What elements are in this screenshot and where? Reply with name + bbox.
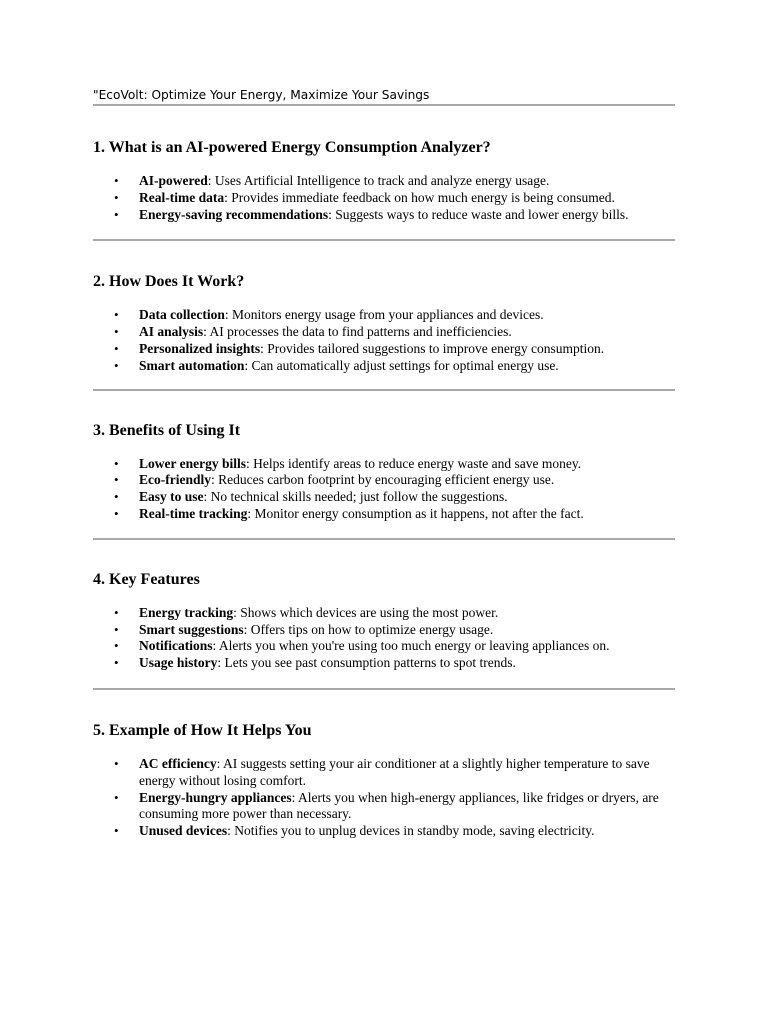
item-term: Data collection <box>139 307 225 323</box>
item-text: : AI suggests setting your air conditioner at a slightly higher temperature to save energy without losing comfort. <box>139 755 650 788</box>
item-term: Lower energy bills <box>139 455 246 471</box>
item-term: Real-time data <box>139 189 225 205</box>
item-term: Personalized insights <box>139 340 261 356</box>
bullet-icon: • <box>114 505 119 521</box>
bullet-icon: • <box>114 489 119 505</box>
item-text: : Alerts you when you're using too much energy or leaving appliances on. <box>212 638 610 654</box>
section-divider <box>93 239 675 241</box>
list-item <box>93 790 675 824</box>
bullet-icon: • <box>114 189 119 205</box>
item-term: AI analysis <box>139 324 204 340</box>
section-divider <box>93 389 675 391</box>
item-text: : AI processes the data to find patterns and inefficiencies. <box>203 324 512 340</box>
bullet-list <box>93 456 675 523</box>
item-text: : Alerts you when high-energy appliances, like fridges or dryers, are consuming more power than necessary. <box>139 789 659 822</box>
bullet-list <box>93 307 675 374</box>
item-term: AI-powered <box>139 173 208 188</box>
item-term: Notifications <box>139 638 213 654</box>
list-item <box>93 622 675 639</box>
list-item <box>93 456 675 473</box>
bullet-icon: • <box>114 655 119 671</box>
list-item <box>93 489 675 506</box>
bullet-icon: • <box>114 638 119 654</box>
bullet-icon: • <box>114 324 119 340</box>
item-text: : Helps identify areas to reduce energy waste and save money. <box>246 455 582 471</box>
section-heading: 2. How Does It Work? <box>93 273 245 291</box>
section-divider <box>93 538 675 540</box>
list-item <box>93 605 675 622</box>
item-text: : No technical skills needed; just follow the suggestions. <box>203 489 508 505</box>
list-item <box>93 638 675 655</box>
item-text: : Suggests ways to reduce waste and lower energy bills. <box>328 206 629 222</box>
section-how-it-works <box>93 272 675 374</box>
bullet-icon: • <box>114 206 119 222</box>
list-item <box>93 307 675 324</box>
item-text: : Provides tailored suggestions to improve energy consumption. <box>260 340 605 356</box>
item-term: Easy to use <box>139 489 204 505</box>
item-term: Energy-saving recommendations <box>139 206 329 222</box>
item-term: Smart suggestions <box>139 621 244 637</box>
item-term: Usage history <box>139 655 218 671</box>
bullet-icon: • <box>114 307 119 323</box>
item-term: Smart automation <box>139 357 245 373</box>
item-text: : Lets you see past consumption patterns to spot trends. <box>217 655 516 671</box>
document-header: "EcoVolt: Optimize Your Energy, Maximize Your Savings <box>93 86 675 106</box>
item-text: : Shows which devices are using the most power. <box>233 604 499 620</box>
bullet-icon: • <box>114 604 119 620</box>
list-item <box>93 506 675 523</box>
item-text: : Notifies you to unplug devices in standby mode, saving electricity. <box>227 823 595 839</box>
bullet-icon: • <box>114 621 119 637</box>
bullet-icon: • <box>114 340 119 356</box>
item-text: : Can automatically adjust settings for optimal energy use. <box>244 357 559 373</box>
list-item <box>93 655 675 672</box>
list-item <box>93 324 675 341</box>
item-text: : Uses Artificial Intelligence to track and analyze energy usage. <box>207 173 550 188</box>
list-item <box>93 756 675 790</box>
section-heading: 3. Benefits of Using It <box>93 421 241 439</box>
section-divider <box>93 688 675 690</box>
section-example <box>93 721 675 840</box>
item-text: : Reduces carbon footprint by encouraging efficient energy use. <box>211 472 555 488</box>
item-text: : Monitors energy usage from your appliances and devices. <box>224 307 544 323</box>
section-what-is <box>93 138 675 223</box>
item-term: Energy tracking <box>139 604 234 620</box>
section-benefits <box>93 421 675 523</box>
list-item <box>93 207 675 224</box>
bullet-icon: • <box>114 472 119 488</box>
item-term: AC efficiency <box>139 755 217 771</box>
item-text: : Monitor energy consumption as it happens, not after the fact. <box>247 505 584 521</box>
bullet-list <box>93 605 675 672</box>
document-page <box>93 86 675 840</box>
list-item <box>93 472 675 489</box>
bullet-list <box>93 173 675 223</box>
bullet-icon: • <box>114 173 119 188</box>
list-item <box>93 173 675 190</box>
list-item <box>93 341 675 358</box>
section-heading: 4. Key Features <box>93 570 200 588</box>
item-term: Unused devices <box>139 823 228 839</box>
section-heading: 5. Example of How It Helps You <box>93 721 312 739</box>
bullet-icon: • <box>114 455 119 471</box>
bullet-icon: • <box>114 789 119 805</box>
item-term: Real-time tracking <box>139 505 248 521</box>
bullet-list <box>93 756 675 840</box>
section-key-features <box>93 570 675 672</box>
bullet-icon: • <box>114 357 119 373</box>
list-item <box>93 823 675 840</box>
list-item <box>93 358 675 375</box>
section-heading: 1. What is an AI-powered Energy Consumption Analyzer? <box>93 139 491 156</box>
item-text: : Provides immediate feedback on how much energy is being consumed. <box>224 189 615 205</box>
bullet-icon: • <box>114 755 119 771</box>
bullet-icon: • <box>114 823 119 839</box>
item-term: Eco-friendly <box>139 472 211 488</box>
item-text: : Offers tips on how to optimize energy usage. <box>243 621 494 637</box>
item-term: Energy-hungry appliances <box>139 789 292 805</box>
list-item <box>93 190 675 207</box>
